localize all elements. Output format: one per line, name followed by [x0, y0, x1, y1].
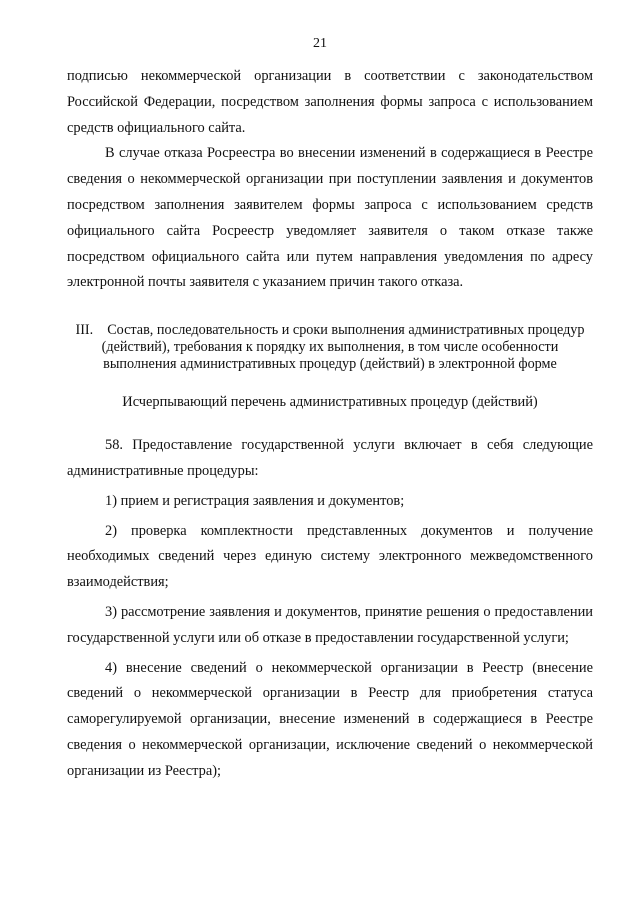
page-number: 21	[313, 36, 327, 51]
subheading: Исчерпывающий перечень административных процедур (действий)	[122, 394, 538, 411]
paragraph-continuation: подписью некоммерческой организации в соответствии с законодательством Российской Федерации, посредством заполнения формы запроса с использованием средств официального сайта.	[67, 68, 593, 136]
list-item-3: 3) рассмотрение заявления и документов, принятие решения о предоставлении государственной услуги или об отказе в предоставлении государственной услуги;	[67, 603, 593, 646]
section-heading	[67, 322, 593, 373]
section-title: Состав, последовательность и сроки выполнения административных процедур (действий), требования к порядку их выполнения, в том числе особенности выполнения административных процедур (действий) в электронной форме	[101, 322, 585, 373]
list-item-2: 2) проверка комплектности представленных документов и получение необходимых сведений через единую систему электронного межведомственного взаимодействия;	[67, 522, 593, 591]
document-body	[67, 64, 593, 785]
section-number: III.	[75, 322, 94, 339]
paragraph-refusal-notice: В случае отказа Росреестра во внесении изменений в содержащиеся в Реестре сведения о некоммерческой организации при поступлении заявления и документов посредством заполнения заявителем формы запроса с использованием средств официального сайта Росреестр уведомляет заявителя о таком отказе также посредством официального сайта или путем направления уведомления по адресу электронной почты заявителя с указанием причин такого отказа.	[67, 145, 593, 291]
paragraph-item-58: 58. Предоставление государственной услуги включает в себя следующие административные процедуры:	[67, 437, 593, 479]
list-item-4: 4) внесение сведений о некоммерческой организации в Реестр (внесение сведений о некоммерческой организации в Реестр для приобретения статуса саморегулируемой организации, внесение изменений в содержащиеся в Реестре сведения о некоммерческой организации, исключение сведений о некоммерческой организации из Реестра);	[67, 659, 593, 779]
list-item-1: 1) прием и регистрация заявления и документов;	[105, 492, 405, 509]
